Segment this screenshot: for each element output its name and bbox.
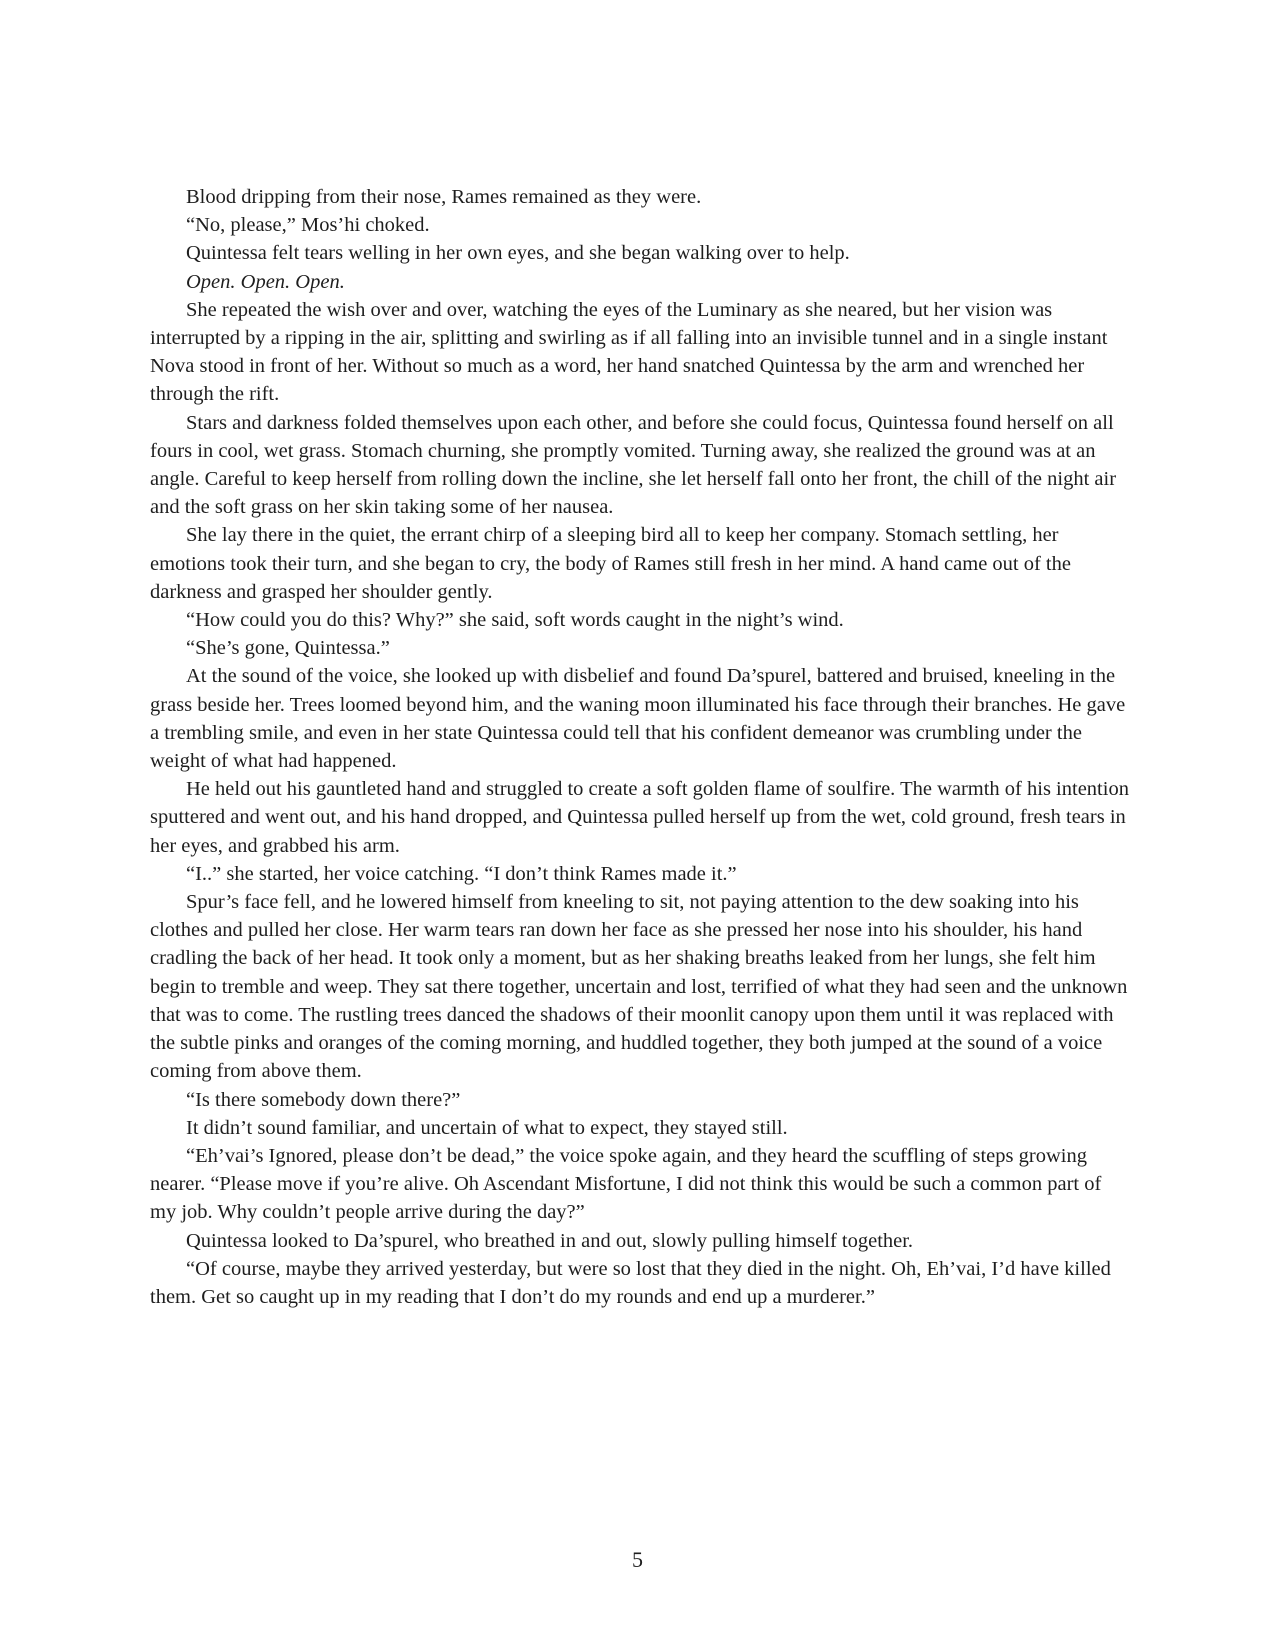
paragraph: Quintessa looked to Da’spurel, who breathed in and out, slowly pulling himself together. xyxy=(186,1229,914,1252)
paragraph: Open. Open. Open. xyxy=(186,270,345,293)
paragraph: “How could you do this? Why?” she said, soft words caught in the night’s wind. xyxy=(186,609,844,632)
paragraph: Blood dripping from their nose, Rames remained as they were. xyxy=(186,186,702,208)
body-text xyxy=(150,183,1132,1311)
paragraph: “I..” she started, her voice catching. “I don’t think Rames made it.” xyxy=(186,862,737,885)
paragraph: It didn’t sound familiar, and uncertain of what to expect, they stayed still. xyxy=(186,1116,788,1139)
paragraph: He held out his gauntleted hand and struggled to create a soft golden flame of soulfire. The warmth of his intention sputtered and went out, and his hand dropped, and Quintessa pulled herself up from the wet, cold ground, fresh tears in her eyes, and grabbed his arm. xyxy=(150,778,1129,857)
paragraph: “Of course, maybe they arrived yesterday, but were so lost that they died in the night. Oh, Eh’vai, I’d have killed them. Get so caught up in my reading that I don’t do my rounds and end up a murderer.” xyxy=(150,1257,1111,1308)
paragraph: Stars and darkness folded themselves upon each other, and before she could focus, Quintessa found herself on all fours in cool, wet grass. Stomach churning, she promptly vomited. Turning away, she realized the ground was at an angle. Careful to keep herself from rolling down the incline, she let herself fall onto her front, the chill of the night air and the soft grass on her skin taking some of her nausea. xyxy=(150,411,1117,519)
paragraph: Quintessa felt tears welling in her own eyes, and she began walking over to help. xyxy=(186,242,850,265)
paragraph: At the sound of the voice, she looked up with disbelief and found Da’spurel, battered and bruised, kneeling in the grass beside her. Trees loomed beyond him, and the waning moon illuminated his face through their branches. He gave a trembling smile, and even in her state Quintessa could tell that his confident demeanor was crumbling under the weight of what had happened. xyxy=(150,665,1126,773)
page-number: 5 xyxy=(632,1547,643,1572)
paragraph: She repeated the wish over and over, watching the eyes of the Luminary as she neared, but her vision was interrupted by a ripping in the air, splitting and swirling as if all falling into an invisible tunnel and in a single instant Nova stood in front of her. Without so much as a word, her hand snatched Quintessa by the arm and wrenched her through the rift. xyxy=(150,298,1108,406)
paragraph: “Eh’vai’s Ignored, please don’t be dead,” the voice spoke again, and they heard the scuffling of steps growing nearer. “Please move if you’re alive. Oh Ascendant Misfortune, I did not think this would be such a common part of my job. Why couldn’t people arrive during the day?” xyxy=(150,1144,1102,1224)
paragraph: “Is there somebody down there?” xyxy=(186,1088,461,1111)
paragraph: She lay there in the quiet, the errant chirp of a sleeping bird all to keep her company. Stomach settling, her emotions took their turn, and she began to cry, the body of Rames still fresh in her mind. A hand came out of the darkness and grasped her shoulder gently. xyxy=(150,524,1071,603)
paragraph: “No, please,” Mos’hi choked. xyxy=(186,214,430,237)
paragraph: “She’s gone, Quintessa.” xyxy=(186,637,390,660)
paragraph: Spur’s face fell, and he lowered himself from kneeling to sit, not paying attention to the dew soaking into his clothes and pulled her close. Her warm tears ran down her face as she pressed her nose into his shoulder, his hand cradling the back of her head. It took only a moment, but as her shaking breaths leaked from her lungs, she felt him begin to tremble and weep. They sat there together, uncertain and lost, terrified of what they had seen and the unknown that was to come. The rustling trees danced the shadows of their moonlit canopy upon them until it was replaced with the subtle pinks and oranges of the coming morning, and huddled together, they both jumped at the sound of a voice coming from above them. xyxy=(150,891,1128,1083)
